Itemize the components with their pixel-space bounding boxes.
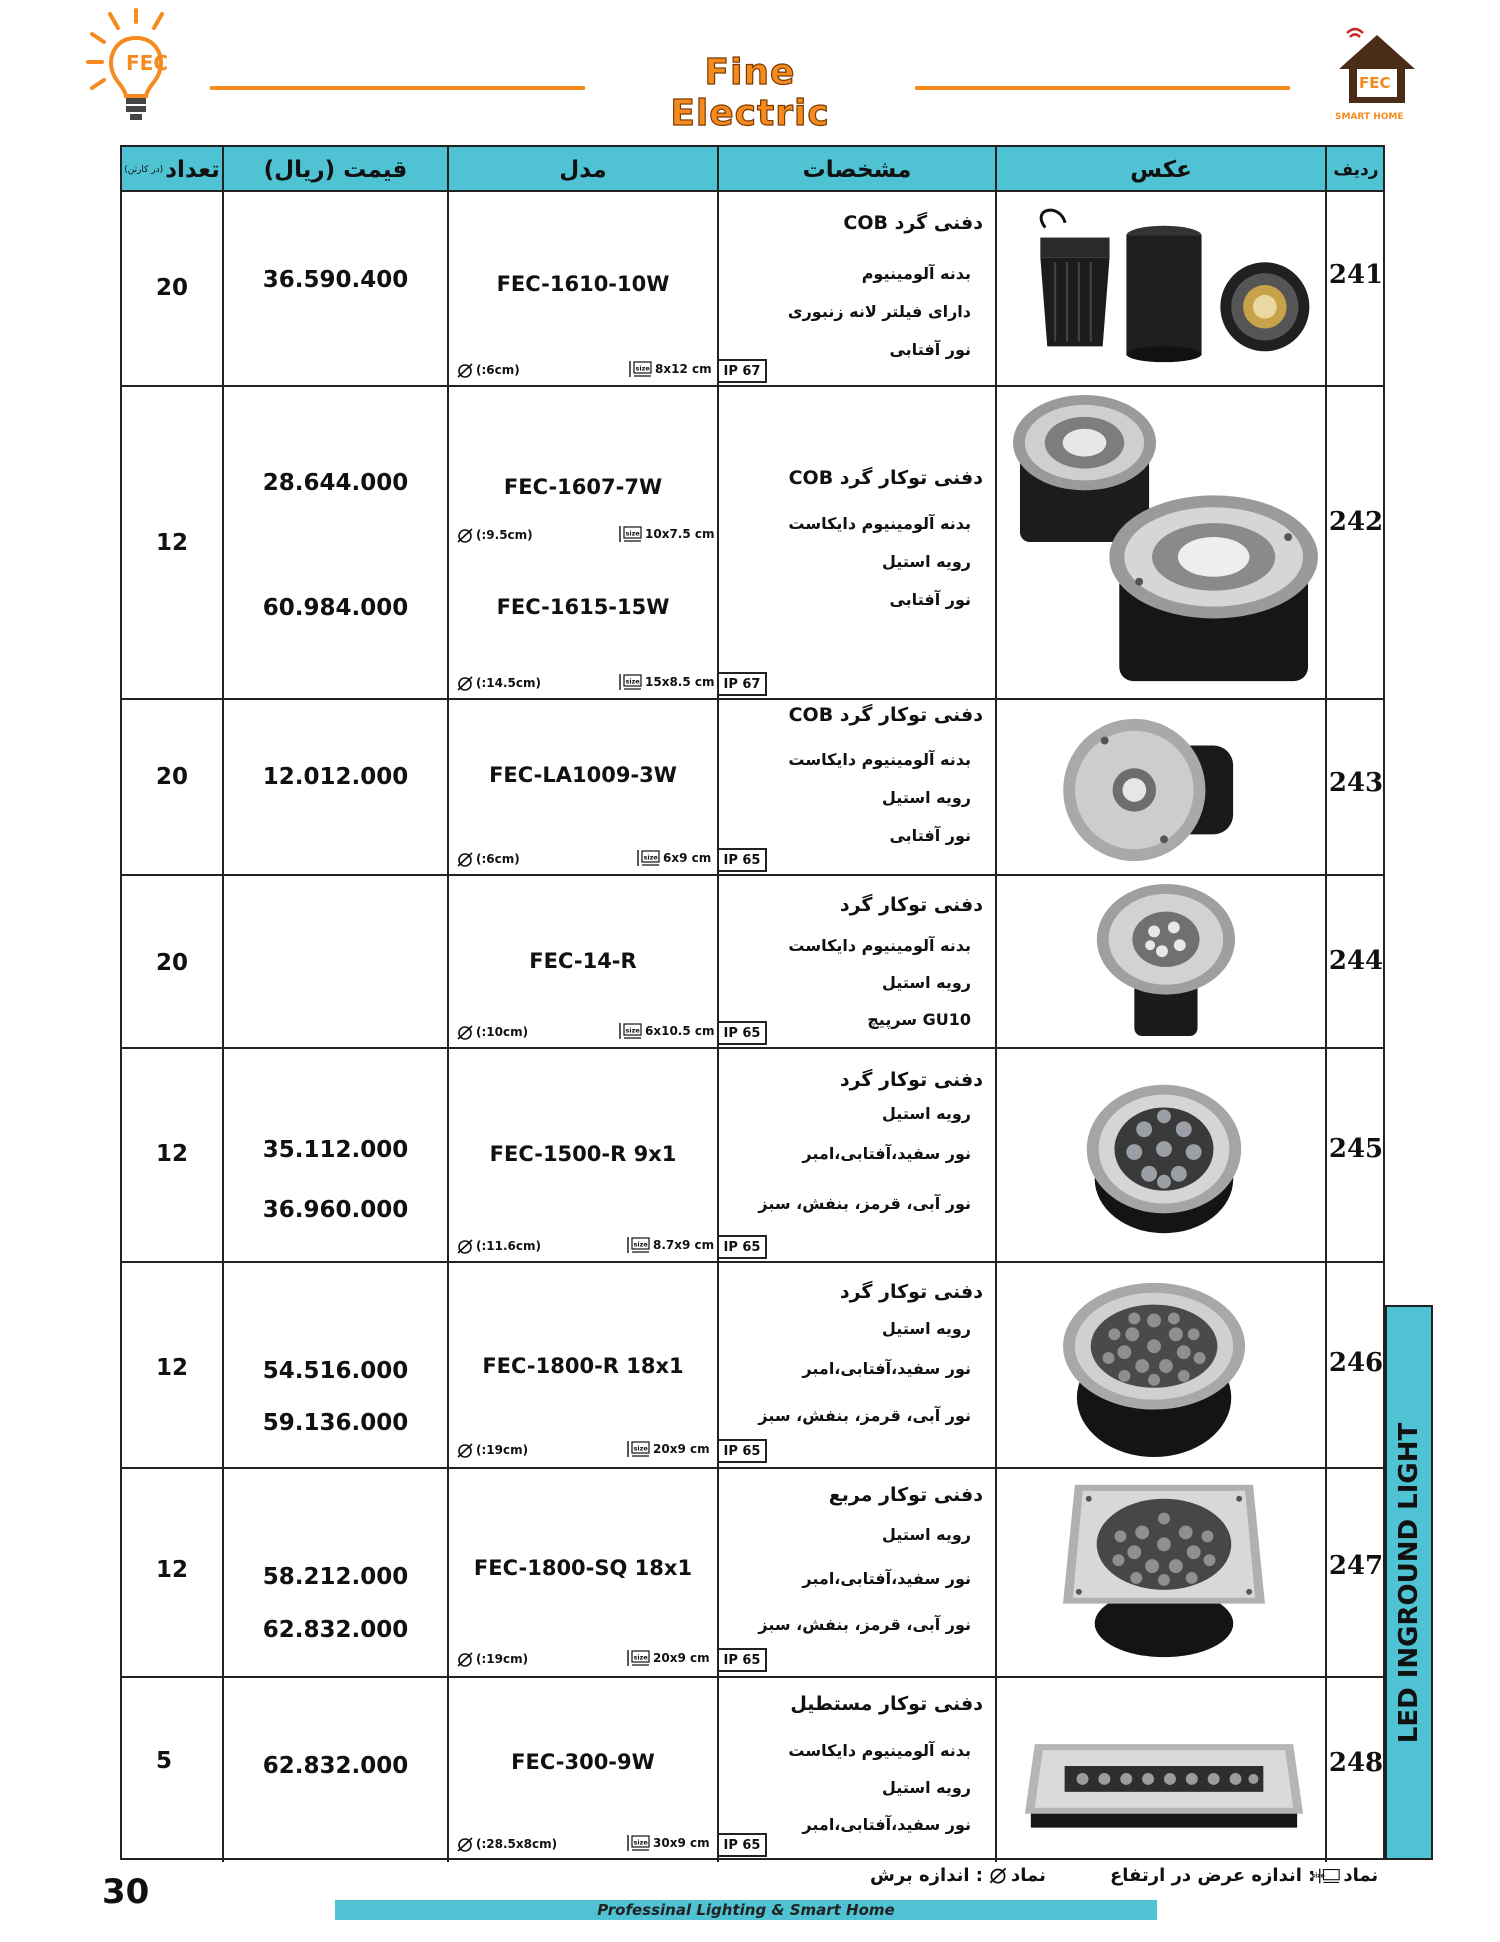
qty-value: 12 <box>155 1557 188 1583</box>
cut-size: (:6cm) <box>455 362 520 378</box>
dimension-size: size 15x8.5 cm <box>617 673 715 691</box>
cut-symbol-icon <box>455 1024 475 1040</box>
cut-size: (:11.6cm) <box>455 1238 541 1254</box>
svg-text:SMART HOME: SMART HOME <box>1335 112 1404 122</box>
dimension-size: size 8.7x9 cm <box>625 1236 714 1254</box>
small-ground-light-icon <box>1005 706 1317 868</box>
dimension-size: size 8x12 cm <box>627 360 712 378</box>
spec-line: نور آبی، قرمز، بنفش، سبز <box>758 1194 971 1213</box>
table-header <box>122 147 1383 192</box>
legend-cut <box>870 1865 1046 1886</box>
dimension-size: size 20x9 cm <box>625 1440 710 1458</box>
dimension-size: size 30x9 cm <box>625 1834 710 1852</box>
ip-rating: IP 65 <box>719 848 767 872</box>
spec-line: نور سفید،آفتابی،امبر <box>802 1815 971 1834</box>
spec-title: دفنی توکار گرد <box>839 894 983 916</box>
18-led-round-ground-light-icon <box>1005 1269 1317 1461</box>
cut-size: (:10cm) <box>455 1024 528 1040</box>
page-header <box>0 0 1500 140</box>
cut-symbol-icon <box>985 1866 1009 1886</box>
row-number: 244 <box>1328 946 1384 976</box>
header-row: ردیف <box>1333 159 1379 180</box>
model-value: FEC-14-R <box>529 949 637 973</box>
header-qty-label: تعداد <box>165 156 220 183</box>
ip-rating: IP 65 <box>719 1833 767 1857</box>
qty-value: 12 <box>155 530 188 556</box>
spec-title: دفنی توکار گرد COB <box>788 704 983 726</box>
svg-text:size: size <box>633 1444 648 1453</box>
cut-size: (:19cm) <box>455 1651 528 1667</box>
price-value: 54.516.000 <box>262 1358 409 1384</box>
spec-line: بدنه آلومینیوم دایکاست <box>788 514 971 533</box>
spec-line: رویه استیل <box>882 1104 971 1123</box>
table-row <box>122 387 1383 700</box>
model-value: FEC-300-9W <box>511 1750 655 1774</box>
table-row <box>122 1469 1383 1678</box>
size-symbol-icon <box>617 673 643 691</box>
row-number: 241 <box>1328 260 1384 290</box>
model-value: FEC-1615-15W <box>496 595 670 619</box>
size-symbol-icon <box>625 1834 651 1852</box>
spec-line: نور آفتابی <box>889 590 971 609</box>
svg-text:size: size <box>625 677 640 686</box>
svg-text:size: size <box>633 1240 648 1249</box>
ip-rating: IP 65 <box>719 1648 767 1672</box>
legend-cut-text: : اندازه برش <box>870 1865 984 1886</box>
spec-title: دفنی توکار گرد COB <box>788 467 983 489</box>
spec-line: رویه استیل <box>882 1319 971 1338</box>
table-row <box>122 876 1383 1049</box>
row-number: 245 <box>1328 1134 1384 1164</box>
svg-text:FEC: FEC <box>126 51 169 75</box>
footer-tagline: Professinal Lighting & Smart Home <box>597 1901 895 1919</box>
spec-line: رویه استیل <box>882 973 971 992</box>
spec-line: بدنه آلومینیوم دایکاست <box>788 750 971 769</box>
price-value: 62.832.000 <box>262 1753 409 1779</box>
price-value: 58.212.000 <box>262 1564 409 1590</box>
svg-text:size: size <box>625 1026 640 1035</box>
row-number: 248 <box>1328 1748 1384 1778</box>
qty-value: 20 <box>155 275 188 301</box>
price-value: 35.112.000 <box>262 1137 409 1163</box>
header-qty <box>122 147 224 192</box>
price-value: 36.590.400 <box>262 267 409 293</box>
model-value: FEC-1500-R 9x1 <box>489 1142 677 1166</box>
price-value: 59.136.000 <box>262 1410 409 1436</box>
svg-text:FEC: FEC <box>1359 74 1391 92</box>
header-image: عکس <box>997 147 1327 192</box>
spec-line: نور سفید،آفتابی،امبر <box>802 1359 971 1378</box>
spec-line: نور آبی، قرمز، بنفش، سبز <box>758 1406 971 1425</box>
header-rule-right <box>915 86 1290 90</box>
cut-symbol-icon <box>455 1836 475 1852</box>
table-row <box>122 1263 1383 1469</box>
cut-symbol-icon <box>455 851 475 867</box>
cut-symbol-icon <box>455 527 475 543</box>
spec-title: دفنی توکار مربع <box>828 1484 983 1506</box>
qty-value: 20 <box>155 764 188 790</box>
page-number: 30 <box>102 1872 150 1912</box>
dimension-size: size 6x10.5 cm <box>617 1022 715 1040</box>
qty-value: 20 <box>155 950 188 976</box>
9-led-ground-light-icon <box>1005 1055 1317 1255</box>
cut-size: (:14.5cm) <box>455 675 541 691</box>
model-value: FEC-1610-10W <box>496 272 670 296</box>
cut-symbol-icon <box>455 1442 475 1458</box>
qty-value: 12 <box>155 1355 188 1381</box>
header-qty-note: (در کارتن) <box>124 164 164 175</box>
cob-round-light-icon <box>1005 198 1317 379</box>
cut-symbol-icon <box>455 1238 475 1254</box>
spec-line: نور سفید،آفتابی،امبر <box>802 1144 971 1163</box>
table-row <box>122 192 1383 387</box>
category-label: LED INGROUND LIGHT <box>1394 1422 1424 1743</box>
smart-home-logo <box>1335 25 1420 125</box>
spec-line: نور آبی، قرمز، بنفش، سبز <box>758 1615 971 1634</box>
ip-rating: IP 65 <box>719 1439 767 1463</box>
cut-symbol-icon <box>455 1651 475 1667</box>
ip-rating: IP 65 <box>719 1021 767 1045</box>
cut-size: (:9.5cm) <box>455 527 533 543</box>
footer-tagline-bar <box>335 1900 1157 1920</box>
cut-size: (:6cm) <box>455 851 520 867</box>
spec-line: بدنه آلومینیوم دایکاست <box>788 1741 971 1760</box>
size-symbol-icon <box>625 1649 651 1667</box>
spec-title: دفنی توکار گرد <box>839 1281 983 1303</box>
ip-rating: IP 65 <box>719 1235 767 1259</box>
header-spec: مشخصات <box>719 147 997 192</box>
dimension-size: size 10x7.5 cm <box>617 525 715 543</box>
dimension-size: size 20x9 cm <box>625 1649 710 1667</box>
product-table <box>120 145 1385 1860</box>
spec-line: رویه استیل <box>882 552 971 571</box>
spec-line: بدنه آلومینیوم دایکاست <box>788 936 971 955</box>
model-value: FEC-1800-SQ 18x1 <box>473 1556 693 1580</box>
table-row <box>122 1049 1383 1263</box>
dimension-size: size 6x9 cm <box>635 849 711 867</box>
price-value: 60.984.000 <box>262 595 409 621</box>
spec-title: دفنی گرد COB <box>843 212 983 234</box>
header-rule-left <box>210 86 585 90</box>
svg-text:size: size <box>1312 1871 1326 1879</box>
spec-line: دارای فیلتر لانه زنبوری <box>787 302 971 321</box>
spec-line: بدنه آلومینیوم <box>861 264 971 283</box>
row-number: 246 <box>1328 1348 1384 1378</box>
qty-value: 12 <box>155 1141 188 1167</box>
size-symbol-icon <box>617 1022 643 1040</box>
fec-bulb-logo <box>88 10 198 125</box>
price-value: 28.644.000 <box>262 470 409 496</box>
model-value: FEC-1607-7W <box>503 475 663 499</box>
cut-size: (:28.5x8cm) <box>455 1836 557 1852</box>
model-value: FEC-LA1009-3W <box>489 763 677 787</box>
brand-title: Fine Electric <box>670 52 830 134</box>
ip-rating: IP 67 <box>719 359 767 383</box>
spec-line: رویه استیل <box>882 788 971 807</box>
svg-text:size: size <box>633 1653 648 1662</box>
spec-line: رویه استیل <box>882 1525 971 1544</box>
size-symbol-icon <box>627 360 653 378</box>
svg-text:size: size <box>633 1838 648 1847</box>
header-price: قیمت (ریال) <box>224 147 449 192</box>
spec-line: رویه استیل <box>882 1778 971 1797</box>
svg-text:size: size <box>643 853 658 862</box>
price-value: 36.960.000 <box>262 1197 409 1223</box>
row-number: 247 <box>1328 1551 1384 1581</box>
table-row <box>122 1678 1383 1862</box>
recessed-cob-light-icon <box>1005 393 1317 692</box>
price-value: 12.012.000 <box>262 764 409 790</box>
price-value: 62.832.000 <box>262 1617 409 1643</box>
size-symbol-icon <box>617 525 643 543</box>
qty-value: 5 <box>155 1748 172 1774</box>
rectangular-ground-light-icon <box>1005 1684 1317 1856</box>
spec-line: نور سفید،آفتابی،امبر <box>802 1569 971 1588</box>
size-symbol-icon <box>625 1440 651 1458</box>
size-symbol-icon <box>1312 1866 1341 1886</box>
model-value: FEC-1800-R 18x1 <box>482 1354 684 1378</box>
row-number: 242 <box>1328 507 1384 537</box>
svg-text:size: size <box>635 364 650 373</box>
cut-size: (:19cm) <box>455 1442 528 1458</box>
table-row <box>122 700 1383 876</box>
size-symbol-icon <box>625 1236 651 1254</box>
cut-symbol-icon <box>455 675 475 691</box>
spec-title: دفنی توکار مستطیل <box>790 1693 983 1715</box>
spec-line: نور آفتابی <box>889 826 971 845</box>
legend-size-text: : اندازه عرض در ارتفاع <box>1110 1865 1316 1886</box>
18-led-square-ground-light-icon <box>1005 1475 1317 1670</box>
spec-line: نور آفتابی <box>889 340 971 359</box>
gu10-ground-light-icon <box>1005 882 1317 1041</box>
legend-size <box>1110 1865 1378 1886</box>
cut-symbol-icon <box>455 362 475 378</box>
svg-text:size: size <box>625 529 640 538</box>
spec-title: دفنی توکار گرد <box>839 1069 983 1091</box>
row-number: 243 <box>1328 768 1384 798</box>
size-symbol-icon <box>635 849 661 867</box>
ip-rating: IP 67 <box>719 672 767 696</box>
header-model: مدل <box>449 147 719 192</box>
legend-size-prefix: نماد <box>1343 1865 1379 1886</box>
spec-line: سرپیچ GU10 <box>867 1010 971 1029</box>
legend-cut-prefix: نماد <box>1011 1865 1046 1886</box>
category-side-tab <box>1385 1305 1433 1860</box>
